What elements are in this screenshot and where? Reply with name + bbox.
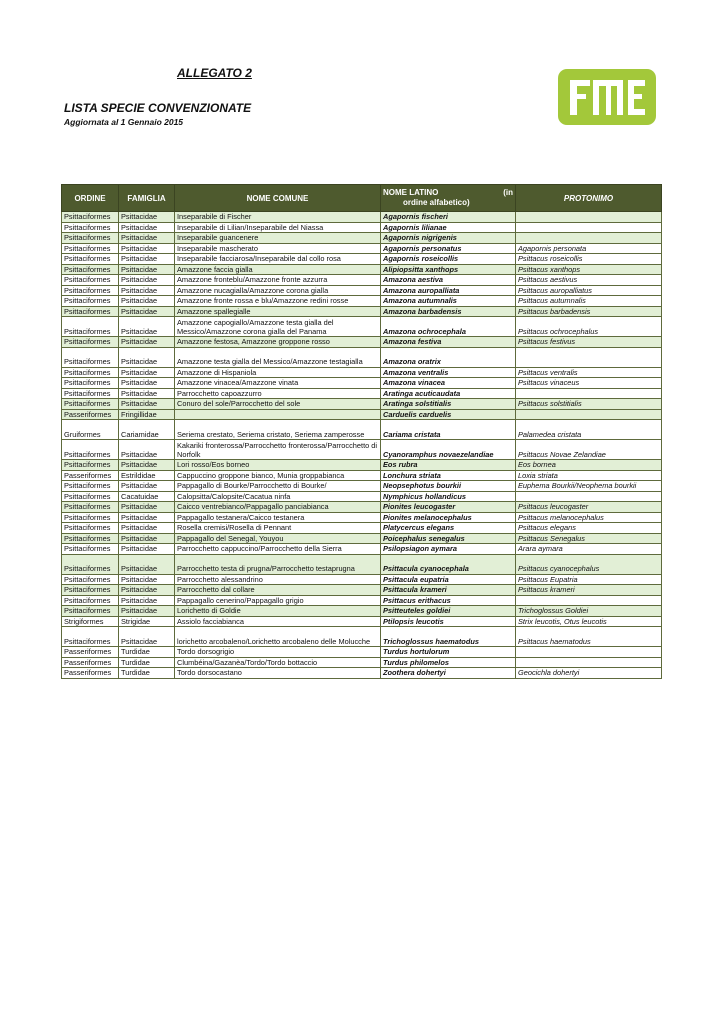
cell-nome-comune: Inseparabile di Lilian/Inseparabile del Niassa xyxy=(175,222,381,233)
table-row xyxy=(62,533,662,544)
cell-nome-comune: Kakariki fronterossa/Parrocchetto fronterossa/Parrocchetto di Norfolk xyxy=(175,440,381,460)
cell-nome-comune: Calopsitta/Calopsite/Cacatua ninfa xyxy=(175,491,381,502)
cell-ordine: Gruiformes xyxy=(62,420,119,440)
cell-famiglia: Psittacidae xyxy=(119,544,175,555)
cell-nome-latino: Amazona vinacea xyxy=(381,378,516,389)
cell-nome-latino: Amazona barbadensis xyxy=(381,306,516,317)
cell-famiglia: Psittacidae xyxy=(119,347,175,367)
cell-nome-latino: Amazona ochrocephala xyxy=(381,317,516,337)
cell-protonimo: Psittacus xanthops xyxy=(516,264,662,275)
table-row xyxy=(62,285,662,296)
table-row xyxy=(62,399,662,410)
cell-nome-comune: Conuro del sole/Parrocchetto del sole xyxy=(175,399,381,410)
cell-ordine: Psittaciformes xyxy=(62,512,119,523)
cell-nome-comune: Seriema crestato, Seriema cristato, Seriema zamperosse xyxy=(175,420,381,440)
cell-ordine: Passeriformes xyxy=(62,647,119,658)
cell-protonimo: Agapornis personata xyxy=(516,243,662,254)
cell-ordine: Psittaciformes xyxy=(62,606,119,617)
cell-ordine: Psittaciformes xyxy=(62,337,119,348)
cell-ordine: Psittaciformes xyxy=(62,233,119,244)
cell-nome-latino: Amazona festiva xyxy=(381,337,516,348)
cell-famiglia: Fringillidae xyxy=(119,409,175,420)
cell-famiglia: Psittacidae xyxy=(119,606,175,617)
table-row xyxy=(62,647,662,658)
table-row xyxy=(62,616,662,627)
cell-nome-comune: Amazzone testa gialla del Messico/Amazzone testagialla xyxy=(175,347,381,367)
species-table xyxy=(61,184,662,679)
cell-nome-comune: Parrocchetto cappuccino/Parrocchetto della Sierra xyxy=(175,544,381,555)
cell-famiglia: Turdidae xyxy=(119,647,175,658)
cell-nome-latino: Turdus philomelos xyxy=(381,657,516,668)
table-row xyxy=(62,440,662,460)
cell-famiglia: Psittacidae xyxy=(119,512,175,523)
table-row xyxy=(62,317,662,337)
cell-nome-comune: Pappagallo di Bourke/Parrocchetto di Bourke/ xyxy=(175,481,381,492)
cell-protonimo: Psittacus Senegalus xyxy=(516,533,662,544)
cell-nome-latino: Amazona ventralis xyxy=(381,367,516,378)
table-row xyxy=(62,212,662,223)
cell-nome-comune: Tordo dorsogrigio xyxy=(175,647,381,658)
cell-famiglia: Psittacidae xyxy=(119,523,175,534)
cell-protonimo: Euphema Bourkii/Neophema bourkii xyxy=(516,481,662,492)
cell-nome-latino: Ptilopsis leucotis xyxy=(381,616,516,627)
cell-ordine: Passeriformes xyxy=(62,470,119,481)
page-title: LISTA SPECIE CONVENZIONATE xyxy=(64,101,252,115)
cell-ordine: Passeriformes xyxy=(62,657,119,668)
cell-famiglia: Psittacidae xyxy=(119,233,175,244)
table-row xyxy=(62,306,662,317)
cell-famiglia: Psittacidae xyxy=(119,399,175,410)
table-row xyxy=(62,264,662,275)
table-row xyxy=(62,544,662,555)
cell-protonimo: Psittacus haematodus xyxy=(516,627,662,647)
cell-nome-latino: Agapornis fischeri xyxy=(381,212,516,223)
cell-nome-comune: Pappagallo testanera/Caicco testanera xyxy=(175,512,381,523)
cell-famiglia: Psittacidae xyxy=(119,378,175,389)
cell-nome-latino: Nymphicus hollandicus xyxy=(381,491,516,502)
cell-nome-comune: Lori rosso/Eos borneo xyxy=(175,460,381,471)
col-header-protonimo: PROTONIMO xyxy=(516,185,662,212)
cell-famiglia: Psittacidae xyxy=(119,574,175,585)
cell-famiglia: Strigidae xyxy=(119,616,175,627)
cell-ordine: Psittaciformes xyxy=(62,254,119,265)
table-row xyxy=(62,296,662,307)
table-row xyxy=(62,668,662,679)
cell-ordine: Psittaciformes xyxy=(62,523,119,534)
cell-nome-comune: Amazzone festosa, Amazzone groppone rosso xyxy=(175,337,381,348)
cell-ordine: Psittaciformes xyxy=(62,554,119,574)
table-row xyxy=(62,243,662,254)
page-subtitle: Aggiornata al 1 Gennaio 2015 xyxy=(64,117,184,127)
cell-nome-latino: Zoothera dohertyi xyxy=(381,668,516,679)
col-header-nome-latino-line1: NOME LATINO xyxy=(383,188,439,197)
table-row xyxy=(62,606,662,617)
cell-famiglia: Psittacidae xyxy=(119,285,175,296)
cell-nome-comune: Amazzone di Hispaniola xyxy=(175,367,381,378)
cell-nome-latino: Pionites leucogaster xyxy=(381,502,516,513)
cell-nome-latino: Carduelis carduelis xyxy=(381,409,516,420)
cell-nome-comune: Parrocchetto testa di prugna/Parrocchetto testaprugna xyxy=(175,554,381,574)
cell-famiglia: Psittacidae xyxy=(119,243,175,254)
cell-protonimo: Psittacus roseicollis xyxy=(516,254,662,265)
cell-nome-latino: Agapornis roseicollis xyxy=(381,254,516,265)
cell-nome-latino: Turdus hortulorum xyxy=(381,647,516,658)
cell-nome-latino: Alipiopsitta xanthops xyxy=(381,264,516,275)
table-row xyxy=(62,512,662,523)
table-body xyxy=(62,212,662,679)
table-row xyxy=(62,367,662,378)
cell-protonimo: Psittacus autumnalis xyxy=(516,296,662,307)
cell-nome-comune: Inseparabile guancenere xyxy=(175,233,381,244)
table-row xyxy=(62,523,662,534)
cell-nome-comune: Rosella cremisi/Rosella di Pennant xyxy=(175,523,381,534)
table-row xyxy=(62,554,662,574)
cell-ordine: Psittaciformes xyxy=(62,481,119,492)
cell-protonimo xyxy=(516,222,662,233)
table-row xyxy=(62,337,662,348)
table-row xyxy=(62,254,662,265)
cell-protonimo: Psittacus Eupatria xyxy=(516,574,662,585)
cell-famiglia: Psittacidae xyxy=(119,264,175,275)
cell-protonimo: Psittacus leucogaster xyxy=(516,502,662,513)
cell-nome-latino: Poicephalus senegalus xyxy=(381,533,516,544)
cell-ordine: Psittaciformes xyxy=(62,347,119,367)
table-row xyxy=(62,585,662,596)
cell-protonimo: Psittacus cyanocephalus xyxy=(516,554,662,574)
cell-nome-comune: Pappagallo cenerino/Pappagallo grigio xyxy=(175,595,381,606)
table-row xyxy=(62,470,662,481)
cell-famiglia: Cariamidae xyxy=(119,420,175,440)
cell-famiglia: Psittacidae xyxy=(119,222,175,233)
cell-ordine: Psittaciformes xyxy=(62,275,119,286)
cell-ordine: Psittaciformes xyxy=(62,264,119,275)
cell-protonimo xyxy=(516,491,662,502)
cell-protonimo: Arara aymara xyxy=(516,544,662,555)
col-header-nome-latino-line2: ordine alfabetico) xyxy=(403,198,470,207)
table-row xyxy=(62,595,662,606)
cell-ordine: Psittaciformes xyxy=(62,317,119,337)
cell-famiglia: Turdidae xyxy=(119,657,175,668)
cell-ordine: Psittaciformes xyxy=(62,367,119,378)
cell-ordine: Psittaciformes xyxy=(62,585,119,596)
cell-nome-comune: Amazzone spallegialle xyxy=(175,306,381,317)
cell-nome-latino: Psittacus erithacus xyxy=(381,595,516,606)
cell-famiglia: Psittacidae xyxy=(119,460,175,471)
cell-nome-comune: Amazzone capogiallo/Amazzone testa gialla del Messico/Amazzone corona gialla del Panama xyxy=(175,317,381,337)
cell-famiglia: Psittacidae xyxy=(119,627,175,647)
cell-nome-comune xyxy=(175,409,381,420)
cell-nome-latino: Cariama cristata xyxy=(381,420,516,440)
cell-protonimo: Psittacus krameri xyxy=(516,585,662,596)
cell-nome-latino: Agapornis personatus xyxy=(381,243,516,254)
cell-nome-latino: Psitteuteles goldiei xyxy=(381,606,516,617)
cell-ordine: Psittaciformes xyxy=(62,306,119,317)
cell-nome-comune: lorichetto arcobaleno/Lorichetto arcobaleno delle Molucche xyxy=(175,627,381,647)
cell-famiglia: Psittacidae xyxy=(119,275,175,286)
cell-protonimo: Psittacus auropalliatus xyxy=(516,285,662,296)
cell-nome-comune: Amazzone vinacea/Amazzone vinata xyxy=(175,378,381,389)
cell-ordine: Psittaciformes xyxy=(62,595,119,606)
cell-nome-latino: Amazona oratrix xyxy=(381,347,516,367)
cell-protonimo: Eos bornea xyxy=(516,460,662,471)
cell-nome-comune: Parrocchetto dal collare xyxy=(175,585,381,596)
cell-ordine: Psittaciformes xyxy=(62,222,119,233)
cell-famiglia: Estrildidae xyxy=(119,470,175,481)
cell-nome-comune: Clumbéina/Gazanèa/Tordo/Tordo bottaccio xyxy=(175,657,381,668)
col-header-famiglia: FAMIGLIA xyxy=(119,185,175,212)
cell-nome-comune: Caicco ventrebianco/Pappagallo panciabianca xyxy=(175,502,381,513)
table-row xyxy=(62,574,662,585)
cell-protonimo: Psittacus solstitialis xyxy=(516,399,662,410)
cell-famiglia: Psittacidae xyxy=(119,481,175,492)
cell-famiglia: Psittacidae xyxy=(119,212,175,223)
table-row xyxy=(62,409,662,420)
cell-protonimo xyxy=(516,647,662,658)
cell-ordine: Psittaciformes xyxy=(62,574,119,585)
cell-nome-latino: Amazona autumnalis xyxy=(381,296,516,307)
cell-famiglia: Psittacidae xyxy=(119,554,175,574)
cell-nome-comune: Pappagallo del Senegal, Youyou xyxy=(175,533,381,544)
cell-ordine: Psittaciformes xyxy=(62,243,119,254)
cell-nome-latino: Aratinga acuticaudata xyxy=(381,388,516,399)
cell-protonimo xyxy=(516,595,662,606)
cell-protonimo: Trichoglossus Goldiei xyxy=(516,606,662,617)
cell-nome-latino: Psilopsiagon aymara xyxy=(381,544,516,555)
cell-ordine: Passeriformes xyxy=(62,409,119,420)
cell-famiglia: Psittacidae xyxy=(119,533,175,544)
cell-famiglia: Psittacidae xyxy=(119,440,175,460)
cell-nome-comune: Tordo dorsocastano xyxy=(175,668,381,679)
cell-famiglia: Turdidae xyxy=(119,668,175,679)
fme-logo xyxy=(558,69,656,125)
cell-protonimo xyxy=(516,347,662,367)
cell-nome-latino: Pionites melanocephalus xyxy=(381,512,516,523)
col-header-ordine: ORDINE xyxy=(62,185,119,212)
cell-protonimo xyxy=(516,409,662,420)
cell-nome-comune: Inseparabile facciarosa/Inseparabile dal collo rosa xyxy=(175,254,381,265)
cell-nome-latino: Amazona aestiva xyxy=(381,275,516,286)
cell-ordine: Psittaciformes xyxy=(62,378,119,389)
cell-protonimo xyxy=(516,388,662,399)
cell-protonimo: Psittacus elegans xyxy=(516,523,662,534)
cell-famiglia: Psittacidae xyxy=(119,367,175,378)
cell-protonimo: Psittacus aestivus xyxy=(516,275,662,286)
cell-ordine: Psittaciformes xyxy=(62,399,119,410)
table-row xyxy=(62,502,662,513)
cell-ordine: Psittaciformes xyxy=(62,502,119,513)
cell-nome-latino: Amazona auropalliata xyxy=(381,285,516,296)
cell-famiglia: Psittacidae xyxy=(119,306,175,317)
cell-nome-comune: Parrocchetto alessandrino xyxy=(175,574,381,585)
cell-ordine: Psittaciformes xyxy=(62,491,119,502)
cell-ordine: Psittaciformes xyxy=(62,388,119,399)
cell-nome-latino: Agapornis nigrigenis xyxy=(381,233,516,244)
table-row xyxy=(62,460,662,471)
cell-nome-latino: Platycercus elegans xyxy=(381,523,516,534)
cell-ordine: Psittaciformes xyxy=(62,212,119,223)
cell-nome-latino: Aratinga solstitialis xyxy=(381,399,516,410)
cell-protonimo: Psittacus festivus xyxy=(516,337,662,348)
cell-famiglia: Psittacidae xyxy=(119,317,175,337)
cell-famiglia: Psittacidae xyxy=(119,585,175,596)
col-header-nome-latino xyxy=(381,185,516,212)
table-row xyxy=(62,481,662,492)
cell-ordine: Psittaciformes xyxy=(62,627,119,647)
cell-nome-latino: Eos rubra xyxy=(381,460,516,471)
cell-famiglia: Psittacidae xyxy=(119,296,175,307)
table-row xyxy=(62,491,662,502)
col-header-nome-latino-in: (in xyxy=(503,188,513,197)
cell-ordine: Psittaciformes xyxy=(62,440,119,460)
cell-ordine: Psittaciformes xyxy=(62,285,119,296)
table-row xyxy=(62,627,662,647)
cell-protonimo: Strix leucotis, Otus leucotis xyxy=(516,616,662,627)
table-row xyxy=(62,275,662,286)
table-row xyxy=(62,378,662,389)
allegato-label: ALLEGATO 2 xyxy=(177,66,252,80)
cell-protonimo: Loxia striata xyxy=(516,470,662,481)
cell-famiglia: Psittacidae xyxy=(119,502,175,513)
cell-protonimo: Psittacus barbadensis xyxy=(516,306,662,317)
cell-nome-latino: Agapornis lilianae xyxy=(381,222,516,233)
cell-nome-comune: Assiolo facciabianca xyxy=(175,616,381,627)
cell-protonimo xyxy=(516,657,662,668)
cell-nome-comune: Amazzone fronteblu/Amazzone fronte azzurra xyxy=(175,275,381,286)
cell-nome-latino: Psittacula krameri xyxy=(381,585,516,596)
col-header-nome-comune: NOME COMUNE xyxy=(175,185,381,212)
cell-famiglia: Psittacidae xyxy=(119,254,175,265)
cell-protonimo xyxy=(516,233,662,244)
cell-nome-comune: Amazzone nucagialla/Amazzone corona gialla xyxy=(175,285,381,296)
cell-nome-latino: Cyanoramphus novaezelandiae xyxy=(381,440,516,460)
cell-nome-comune: Inseparabile di Fischer xyxy=(175,212,381,223)
table-row xyxy=(62,347,662,367)
table-row xyxy=(62,388,662,399)
cell-famiglia: Psittacidae xyxy=(119,388,175,399)
table-row xyxy=(62,222,662,233)
cell-protonimo: Palamedea cristata xyxy=(516,420,662,440)
cell-famiglia: Psittacidae xyxy=(119,337,175,348)
cell-ordine: Strigiformes xyxy=(62,616,119,627)
cell-protonimo: Geocichla dohertyi xyxy=(516,668,662,679)
cell-protonimo xyxy=(516,212,662,223)
cell-famiglia: Psittacidae xyxy=(119,595,175,606)
cell-nome-comune: Inseparabile mascherato xyxy=(175,243,381,254)
table-row xyxy=(62,420,662,440)
cell-nome-latino: Trichoglossus haematodus xyxy=(381,627,516,647)
cell-ordine: Psittaciformes xyxy=(62,460,119,471)
cell-nome-comune: Parrocchetto capoazzurro xyxy=(175,388,381,399)
cell-protonimo: Psittacus ochrocephalus xyxy=(516,317,662,337)
cell-nome-comune: Lorichetto di Goldie xyxy=(175,606,381,617)
cell-protonimo: Psittacus ventralis xyxy=(516,367,662,378)
table-row xyxy=(62,233,662,244)
cell-protonimo: Psittacus melanocephalus xyxy=(516,512,662,523)
table-row xyxy=(62,657,662,668)
cell-nome-latino: Psittacula eupatria xyxy=(381,574,516,585)
cell-ordine: Psittaciformes xyxy=(62,296,119,307)
cell-protonimo: Psittacus Novae Zelandiae xyxy=(516,440,662,460)
table-header-row xyxy=(62,185,662,212)
cell-famiglia: Cacatuidae xyxy=(119,491,175,502)
cell-nome-latino: Psittacula cyanocephala xyxy=(381,554,516,574)
cell-nome-latino: Neopsephotus bourkii xyxy=(381,481,516,492)
cell-nome-comune: Amazzone fronte rossa e blu/Amazzone redini rosse xyxy=(175,296,381,307)
cell-ordine: Psittaciformes xyxy=(62,533,119,544)
cell-ordine: Psittaciformes xyxy=(62,544,119,555)
cell-nome-latino: Lonchura striata xyxy=(381,470,516,481)
cell-nome-comune: Cappuccino groppone bianco, Munia groppabianca xyxy=(175,470,381,481)
cell-ordine: Passeriformes xyxy=(62,668,119,679)
cell-nome-comune: Amazzone faccia gialla xyxy=(175,264,381,275)
cell-protonimo: Psittacus vinaceus xyxy=(516,378,662,389)
